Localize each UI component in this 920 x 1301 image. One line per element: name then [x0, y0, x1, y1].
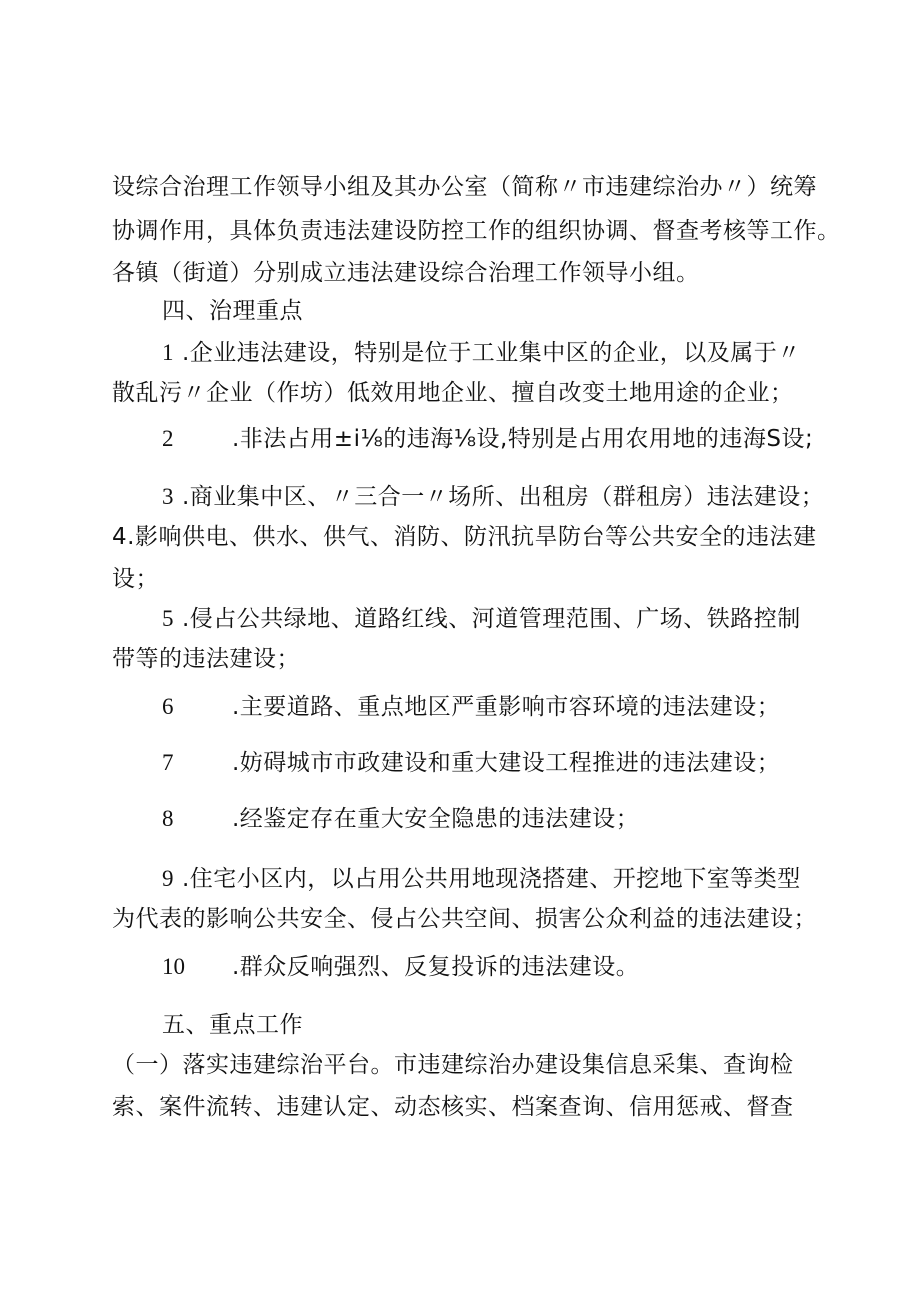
- section-heading: 五、重点工作: [162, 1012, 303, 1038]
- item-number: 1: [162, 340, 174, 365]
- item-text: .企业违法建设，特别是位于工业集中区的企业，以及属于〃: [182, 340, 801, 366]
- item-number: 9: [162, 866, 174, 891]
- item-text: .侵占公共绿地、道路红线、河道管理范围、广场、铁路控制: [182, 606, 801, 632]
- list-item-3: [162, 482, 824, 512]
- item-number: 3: [162, 484, 174, 509]
- item-number: 5: [162, 606, 174, 631]
- list-item-4-continuation: 设；: [112, 566, 159, 592]
- item-number: 7: [162, 750, 174, 775]
- paragraph-line: （一）落实违建综治平台。市违建综治办建设集信息采集、查询检: [112, 1052, 794, 1078]
- list-item-1-continuation: 散乱污〃企业（作坊）低效用地企业、擅自改变土地用途的企业；: [112, 380, 794, 406]
- section-heading: 四、治理重点: [162, 298, 303, 324]
- list-item-8: .经鉴定存在重大安全隐患的违法建设；: [232, 806, 640, 832]
- paragraph-line: 各镇（街道）分别成立违法建设综合治理工作领导小组。: [112, 260, 700, 286]
- list-item-1: [162, 338, 801, 368]
- list-item-10: .群众反响强烈、反复投诉的违法建设。: [232, 954, 640, 980]
- list-item-6: .主要道路、重点地区严重影响市容环境的违法建设；: [232, 694, 781, 720]
- item-number: 8: [162, 806, 174, 831]
- item-number: 10: [162, 954, 185, 979]
- paragraph-line: 索、案件流转、违建认定、动态核实、档案查询、信用惩戒、督查: [112, 1094, 794, 1120]
- item-number: 6: [162, 694, 174, 719]
- item-text: .住宅小区内，以占用公共用地现浇搭建、开挖地下室等类型: [182, 866, 801, 892]
- paragraph-line: 设综合治理工作领导小组及其办公室（简称〃市违建综治办〃）统筹: [112, 174, 817, 200]
- list-item-5: [162, 604, 801, 634]
- item-number: 2: [162, 426, 174, 451]
- list-item-9: [162, 864, 801, 894]
- list-item-4: 4.影响供电、供水、供气、消防、防汛抗旱防台等公共安全的违法建: [112, 524, 817, 550]
- list-item-5-continuation: 带等的违法建设；: [112, 646, 300, 672]
- list-item-9-continuation: 为代表的影响公共安全、侵占公共空间、损害公众利益的违法建设；: [112, 906, 817, 932]
- list-item-7: .妨碍城市市政建设和重大建设工程推进的违法建设；: [232, 750, 781, 776]
- paragraph-line: 协调作用，具体负责违法建设防控工作的组织协调、督查考核等工作。: [112, 218, 841, 244]
- item-text: .商业集中区、〃三合一〃场所、出租房（群租房）违法建设；: [182, 484, 825, 510]
- list-item-2: .非法占用±i⅛的违海⅛设,特别是占用农用地的违海S设;: [232, 426, 814, 452]
